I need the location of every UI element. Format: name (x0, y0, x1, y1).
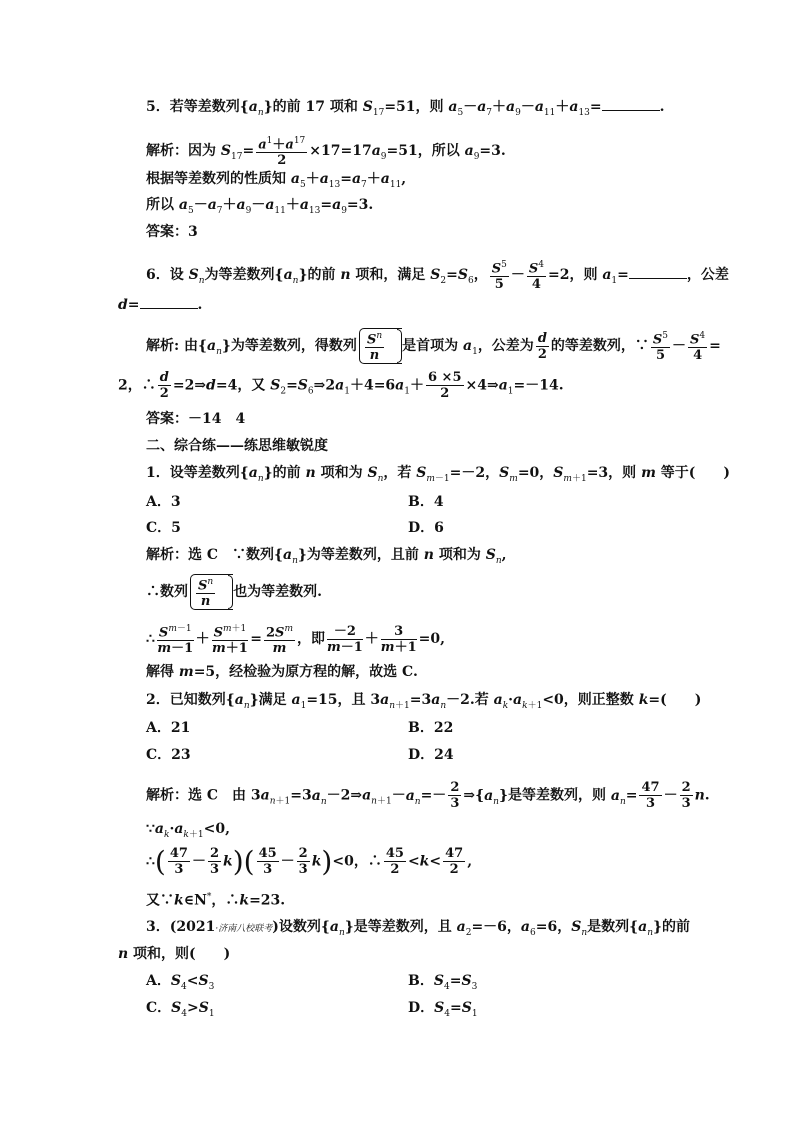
problem-6-question-2: d= . (118, 297, 203, 313)
q3-option-b[interactable]: B．$S_4=S_3$ (408, 973, 478, 992)
problem-5-answer: 答案：3 (146, 224, 198, 240)
q2-option-d[interactable]: D．24 (408, 747, 454, 763)
problem-5-solution-3: 所以 $a_5-a_7+a_9-a_{11}+a_{13}=a_9=3$. (146, 197, 374, 216)
section-heading: 二、综合练——练思维敏锐度 (146, 438, 328, 454)
q2-solution-2: $\because a_k\cdot a_{k+1}<0$, (146, 821, 230, 840)
fraction: $\frac{S^4}{4}$ (690, 331, 706, 364)
q3-stem-2: n 项和，则( ) (118, 946, 231, 962)
fraction: $\frac{S^4}{4}$ (528, 260, 544, 293)
q2-stem: 2．已知数列$\{a_n\}$满足 $a_1=15$，且 $3a_{n+1}=3a_n-2$.若 $a_k\cdot a_{k+1}<0$，则正整数 k=( ) (146, 692, 702, 711)
q1-solution-4: 解得 m=5，经检验为原方程的解，故选 C. (146, 664, 418, 680)
fraction: $\frac{47}{3}$ (169, 846, 188, 877)
problem-6-solution-2: 2，∴ $\frac{d}{2}$ =2⇒d=4，又 $S_2=S_6\Rightarrow 2a_1+4=6a_1+$ $\frac{6 \times 5}{2}$ $\times 4\Rightarrow a_1=-14$. (118, 370, 564, 401)
q1-option-a[interactable]: A．3 (146, 494, 181, 510)
answer-blank[interactable] (140, 296, 198, 309)
fraction: $\frac{S^5}{5}$ (491, 260, 507, 293)
fraction: $\frac{d}{2}$ (537, 330, 547, 362)
q1-option-b[interactable]: B．4 (408, 494, 444, 510)
q3-option-d[interactable]: D．$S_4=S_1$ (408, 1000, 478, 1019)
q1-solution-3: ∴ $\frac{S^{m-1}}{m-1}$ ＋ $\frac{S^{m+1}}{m+1}$ = $\frac{2S^m}{m}$ ，即 $\frac{-2}{m-1}$ ＋ $\frac{3}{m+1}$ =0, (146, 623, 445, 657)
fraction: $\frac{2}{3}$ (209, 846, 219, 877)
fraction: $\frac{S^5}{5}$ (652, 331, 669, 364)
q2-solution-4: 又∵k∈N*，∴k=23. (146, 892, 286, 909)
q1-stem: 1．设等差数列$\{a_n\}$的前 n 项和为 $S_n$，若 $S_{m-1}=-2$，$S_m=0$，$S_{m+1}=3$，则 m 等于( ) (146, 465, 731, 484)
q2-solution-3: ∴( $\frac{47}{3}$ － $\frac{2}{3}$ k)( $\frac{45}{3}$ － $\frac{2}{3}$ k)<0，∴ $\frac{45}{2}$ <k< $\frac{47}{2}$ , (146, 844, 473, 878)
fraction: $\frac{47}{2}$ (445, 846, 464, 877)
fraction: $\frac{a^1+a^{17}}{2}$ (258, 136, 306, 169)
problem-6-question-1: 6．设 $S_n$为等差数列$\{a_n\}$的前 n 项和，满足 $S_2=S_6$， $\frac{S^5}{5}$ － $\frac{S^4}{4}$ =2，则 $a_1=$ ，公差 (146, 260, 729, 293)
q3-stem-1: 3．(2021·济南八校联考)设数列$\{a_n\}$是等差数列，且 $a_2=-6$，$a_6=6$，$S_n$是数列$\{a_n\}$的前 (146, 919, 691, 938)
fraction: $\frac{2S^m}{m}$ (266, 624, 293, 657)
source-tag: ·济南八校联考 (215, 924, 273, 934)
fraction: $\frac{2}{3}$ (450, 780, 460, 811)
fraction: $\frac{d}{2}$ (159, 370, 169, 401)
problem-5-solution-1: 解析：因为 $S_{17}=$ $\frac{a^1+a^{17}}{2}$ $\times 17=17a_9=51$，所以 $a_9=3$. (146, 136, 506, 169)
sequence-brace: $\frac{S^n}{n}$ (190, 574, 233, 610)
problem-5-question: 5．若等差数列$\{a_n\}$的前 17 项和 $S_{17}=51$，则 $a_5-a_7+a_9-a_{11}+a_{13}=$ . (146, 99, 665, 118)
fraction: $\frac{6 \times 5}{2}$ (427, 370, 462, 401)
fraction: $\frac{45}{3}$ (258, 846, 277, 877)
answer-blank[interactable] (629, 266, 687, 279)
q1-solution-1: 解析：选 C ∵数列$\{a_n\}$为等差数列，且前 n 项和为 $S_n$, (146, 547, 507, 566)
q1-option-c[interactable]: C．5 (146, 520, 181, 536)
q2-option-b[interactable]: B．22 (408, 720, 454, 736)
fraction: $\frac{S^{m+1}}{m+1}$ (212, 624, 248, 657)
problem-5-solution-2: 根据等差数列的性质知 $a_5+a_{13}=a_7+a_{11}$, (146, 171, 407, 190)
fraction: $\frac{45}{2}$ (385, 846, 404, 877)
answer-blank[interactable] (602, 98, 660, 111)
problem-6-solution-1: 解析: 由$\{a_n\}$为等差数列，得数列 $\frac{S^n}{n}$ 是首项为 $a_1$，公差为 $\frac{d}{2}$ 的等差数列，∵ $\frac{S^5}{5}$ － $\frac{S^4}{4}$ = (146, 328, 721, 364)
fraction: $\frac{2}{3}$ (681, 780, 691, 811)
fraction: $\frac{S^{m-1}}{m-1}$ (157, 624, 194, 657)
q3-option-c[interactable]: C．$S_4>S_1$ (146, 1000, 215, 1019)
fraction: $\frac{47}{3}$ (641, 780, 660, 811)
fraction: $\frac{-2}{m-1}$ (326, 623, 363, 655)
q2-option-c[interactable]: C．23 (146, 747, 191, 763)
fraction: $\frac{2}{3}$ (298, 846, 308, 877)
q1-option-d[interactable]: D．6 (408, 520, 444, 536)
sequence-brace: $\frac{S^n}{n}$ (359, 328, 402, 364)
q3-option-a[interactable]: A．$S_4<S_3$ (146, 973, 215, 992)
q1-solution-2: ∴数列 $\frac{S^n}{n}$ 也为等差数列. (146, 574, 322, 610)
q2-option-a[interactable]: A．21 (146, 720, 191, 736)
problem-6-answer: 答案：－14 4 (146, 411, 246, 427)
q2-solution-1: 解析：选 C 由 $3a_{n+1}=3a_n-2\Rightarrow a_{n+1}-a_n=-$ $\frac{2}{3}$ $\Rightarrow\{a_n\}$是等差数列，则 $a_n=$ $\frac{47}{3}$ － $\frac{2}{3}$ n. (146, 780, 710, 811)
fraction: $\frac{3}{m+1}$ (380, 623, 417, 655)
